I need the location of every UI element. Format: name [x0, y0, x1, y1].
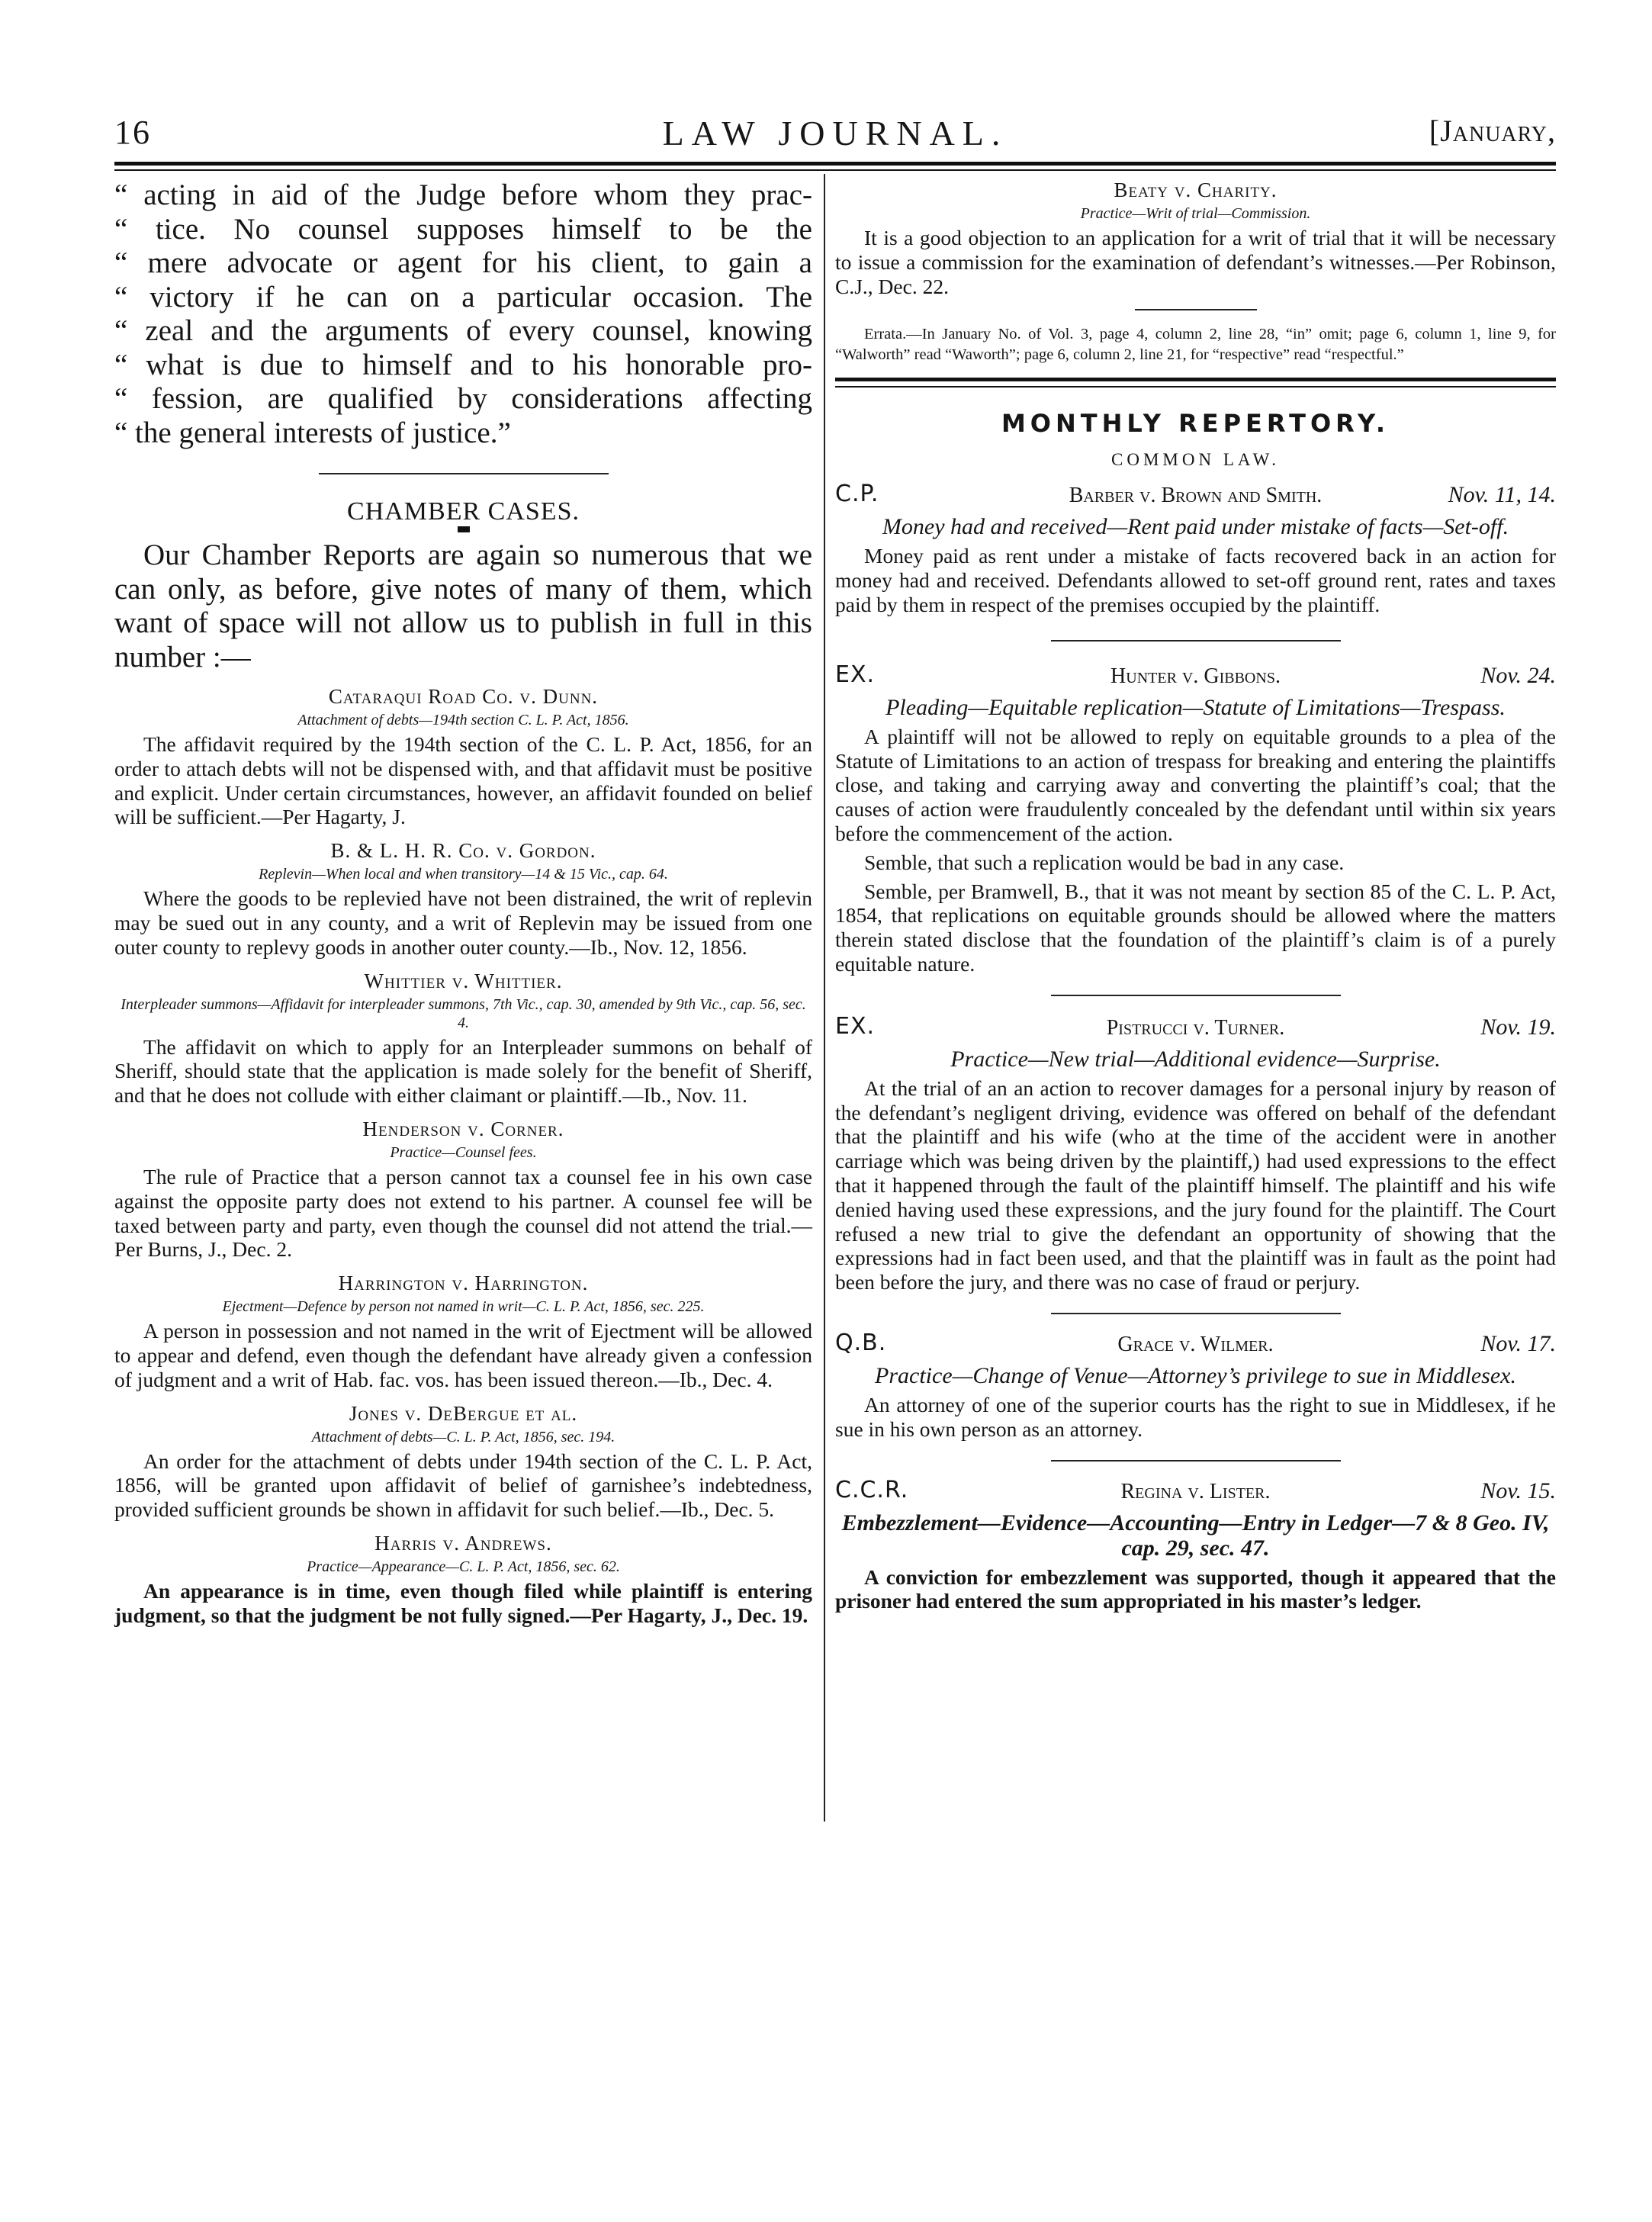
- case-subtitle: Practice—Counsel fees.: [390, 1143, 537, 1161]
- report-header: [835, 1477, 1556, 1507]
- quote-line: “ fession, are qualified by considerations affecting: [114, 382, 812, 415]
- header-rule: [114, 162, 1556, 166]
- report-headnote: Pleading—Equitable replication—Statute of Limitations—Trespass.: [885, 694, 1506, 720]
- report: [835, 481, 1556, 616]
- header-rule-thin: [114, 169, 1556, 171]
- chamber-case: [114, 1402, 812, 1522]
- report: [835, 1477, 1556, 1614]
- chamber-case: [114, 970, 812, 1108]
- report-date: Nov. 19.: [1480, 1014, 1556, 1040]
- page-number: 16: [114, 114, 151, 151]
- case-subtitle: Interpleader summons—Affidavit for interpleader summons, 7th Vic., cap. 30, amended by 9th Vic., cap. 56, sec. 4.: [121, 995, 806, 1031]
- court-abbrev: C.C.R.: [835, 1476, 909, 1503]
- quote-line: “ acting in aid of the Judge before whom they prac-: [114, 178, 812, 211]
- report-header: [835, 1013, 1556, 1043]
- quote-line: “ the general interests of justice.”: [114, 416, 511, 449]
- case-body: An order for the attachment of debts under 194th section of the C. L. P. Act, 1856, will be granted upon affidavit of belief of garnishee’s indebtedness, provided sufficient grounds be shown in affidavit for such belief.—Ib., Dec. 5.: [114, 1449, 812, 1522]
- report: [835, 1013, 1556, 1294]
- quote-line: “ victory if he can on a particular occasion. The: [114, 280, 812, 314]
- errata-note: Errata.—In January No. of Vol. 3, page 4, column 2, line 28, “in” omit; page 6, column 1, line 9, for “Walworth” read “Waworth”; page 6, column 2, line 21, for “respective” read “respectful.”: [835, 326, 1556, 364]
- section-divider: [319, 473, 609, 474]
- case-subtitle: Ejectment—Defence by person not named in writ—C. L. P. Act, 1856, sec. 225.: [222, 1298, 705, 1316]
- report-paragraph: At the trial of an an action to recover damages for a personal injury by reason of the defendant’s negligent driving, evidence was offered on behalf of the defendant that the plaintiff and his wife (who at the time of the accident were in another carriage which was being driven by the plaintiff,) had used expressions to the effect that it happened through the fault of the plaintiff himself. The plaintiff and his wife denied having used these expressions, and the jury found for the plaintiff. The Court refused a new trial to give the defendant an opportunity of showing that the expressions had in fact been used, and that the plaintiff was in fault as the point had been before the jury, and there was no case of fraud or perjury.: [835, 1076, 1556, 1294]
- chamber-case: [114, 1532, 812, 1628]
- common-law-heading: COMMON LAW.: [1111, 450, 1280, 470]
- report-parties: Regina v. Lister.: [1120, 1479, 1271, 1503]
- report-parties: Barber v. Brown and Smith.: [1069, 484, 1323, 508]
- chamber-case: [114, 1272, 812, 1391]
- section-title: CHAMBER CASES.: [347, 497, 580, 526]
- report-paragraph: A plaintiff will not be allowed to reply on equitable grounds to a plea of the Statute of Limitations to an action of trespass for breaking and entering the plaintiffs close, and taking and carrying away and converting the plaintiff’s coal; that the causes of action were fraudulently concealed by the defendant until within six years before the commencement of the action.: [835, 724, 1556, 845]
- case-subtitle: Attachment of debts—C. L. P. Act, 1856, sec. 194.: [311, 1428, 615, 1445]
- report-date: Nov. 24.: [1480, 662, 1556, 688]
- report-divider: [1051, 640, 1341, 642]
- page-header: [114, 113, 1556, 159]
- journal-title: LAW JOURNAL.: [662, 114, 1008, 153]
- left-column: [114, 174, 812, 1628]
- case-title: Whittier v. Whittier.: [364, 969, 563, 992]
- report-parties: Pistrucci v. Turner.: [1106, 1015, 1285, 1040]
- court-abbrev: EX.: [835, 1012, 876, 1040]
- repertory-title: MONTHLY REPERTORY.: [1001, 409, 1390, 439]
- quote-block: [114, 178, 812, 450]
- court-abbrev: Q.B.: [835, 1329, 887, 1356]
- report-headnote: Embezzlement—Evidence—Accounting—Entry in Ledger—7 & 8 Geo. IV, cap. 29, sec. 47.: [841, 1510, 1550, 1561]
- case-title: Harrington v. Harrington.: [338, 1272, 589, 1295]
- report-divider: [1051, 995, 1341, 996]
- case-title: Beaty v. Charity.: [1114, 178, 1278, 201]
- report-headnote: Money had and received—Rent paid under mistake of facts—Set-off.: [882, 514, 1509, 540]
- report: [835, 1330, 1556, 1442]
- case-title: Henderson v. Corner.: [362, 1117, 564, 1140]
- case-body: The rule of Practice that a person cannot tax a counsel fee in his own case against the opposite party does not extend to his partner. A counsel fee will be taxed between party and party, even though the counsel did not attend the trial.—Per Burns, J., Dec. 2.: [114, 1164, 812, 1262]
- chamber-case: [114, 1117, 812, 1262]
- chamber-case: [114, 839, 812, 959]
- case-subtitle: Practice—Writ of trial—Commission.: [1080, 205, 1311, 222]
- quote-line: “ mere advocate or agent for his client, to gain a: [114, 246, 812, 279]
- case-body: An appearance is in time, even though filed while plaintiff is entering judgment, so that the judgment be not fully signed.—Per Hagarty, J., Dec. 19.: [114, 1578, 812, 1627]
- section-title-mark: [458, 526, 470, 532]
- column-divider: [824, 174, 825, 1822]
- case-subtitle: Replevin—When local and when transitory—14 & 15 Vic., cap. 64.: [259, 866, 668, 883]
- intro-paragraph: Our Chamber Reports are again so numerous that we can only, as before, give notes of many of them, which want of space will not allow us to publish in full in this number :—: [114, 539, 812, 674]
- report-paragraph: A conviction for embezzlement was supported, though it appeared that the prisoner had entered the sum appropriated in his master’s ledger.: [835, 1564, 1556, 1613]
- report-divider: [1051, 1460, 1341, 1462]
- case-title: Harris v. Andrews.: [374, 1531, 552, 1555]
- report: [835, 661, 1556, 976]
- beaty-case: [835, 178, 1556, 298]
- report-date: Nov. 17.: [1480, 1330, 1556, 1356]
- report-paragraph: Semble, per Bramwell, B., that it was not meant by section 85 of the C. L. P. Act, 1854, that replications on equitable grounds should be allowed where the matters therein stated disclose that the foundation of the plaintiff’s claim is of a purely equitable nature.: [835, 879, 1556, 976]
- case-title: B. & L. H. R. Co. v. Gordon.: [330, 839, 596, 863]
- quote-line: “ what is due to himself and to his honorable pro-: [114, 348, 812, 381]
- quote-line: “ tice. No counsel supposes himself to be the: [114, 212, 812, 246]
- repertory-rule-thin: [835, 386, 1556, 387]
- case-body: It is a good objection to an application for a writ of trial that it will be necessary to issue a commission for the examination of defendant’s witnesses.—Per Robinson, C.J., Dec. 22.: [835, 226, 1556, 298]
- case-subtitle: Practice—Appearance—C. L. P. Act, 1856, sec. 62.: [307, 1558, 620, 1575]
- case-title: Jones v. DeBergue et al.: [349, 1401, 578, 1425]
- court-abbrev: EX.: [835, 661, 876, 688]
- report-header: [835, 661, 1556, 692]
- report-parties: Hunter v. Gibbons.: [1110, 664, 1281, 688]
- report-headnote: Practice—New trial—Additional evidence—Surprise.: [950, 1046, 1441, 1072]
- errata-divider: [1135, 309, 1257, 310]
- report-header: [835, 481, 1556, 511]
- report-divider: [1051, 1313, 1341, 1314]
- case-title: Cataraqui Road Co. v. Dunn.: [328, 685, 599, 708]
- case-subtitle: Attachment of debts—194th section C. L. P. Act, 1856.: [297, 712, 629, 728]
- report-parties: Grace v. Wilmer.: [1117, 1332, 1274, 1356]
- report-paragraph: An attorney of one of the superior courts has the right to sue in Middlesex, if he sue in his own person as an attorney.: [835, 1392, 1556, 1441]
- repertory-rule: [835, 378, 1556, 381]
- case-body: A person in possession and not named in the writ of Ejectment will be allowed to appear and defend, even though the defendant have already given a confession of judgment and a writ of Hab. fac. vos. has been issued thereon.—Ib., Dec. 4.: [114, 1319, 812, 1391]
- report-header: [835, 1330, 1556, 1360]
- chamber-case: [114, 685, 812, 829]
- header-month: [January,: [1429, 114, 1556, 148]
- right-column: [835, 174, 1556, 1613]
- case-body: The affidavit required by the 194th section of the C. L. P. Act, 1856, for an order to attach debts will not be dispensed with, and that affidavit must be positive and explicit. Under certain circumstances, however, an affidavit founded on belief will be sufficient.—Per Hagarty, J.: [114, 732, 812, 829]
- report-paragraph: Money paid as rent under a mistake of facts recovered back in an action for money had and received. Defendants allowed to set-off ground rent, rates and taxes paid by them in respect of the premises occupied by the plaintiff.: [835, 544, 1556, 616]
- quote-line: “ zeal and the arguments of every counsel, knowing: [114, 314, 812, 347]
- report-date: Nov. 11, 14.: [1448, 482, 1556, 508]
- report-date: Nov. 15.: [1480, 1478, 1556, 1503]
- case-body: Where the goods to be replevied have not been distrained, the writ of replevin may be sued out in any county, and a writ of Replevin may be issued from one outer county to replevy goods in another outer county.—Ib., Nov. 12, 1856.: [114, 886, 812, 959]
- report-headnote: Practice—Change of Venue—Attorney’s privilege to sue in Middlesex.: [875, 1362, 1516, 1388]
- court-abbrev: C.P.: [835, 481, 879, 508]
- case-body: The affidavit on which to apply for an Interpleader summons on behalf of Sheriff, should state that the application is made solely for the benefit of Sheriff, and that he does not collude with either claimant or plaintiff.—Ib., Nov. 11.: [114, 1034, 812, 1108]
- report-paragraph: Semble, that such a replication would be bad in any case.: [864, 850, 1345, 874]
